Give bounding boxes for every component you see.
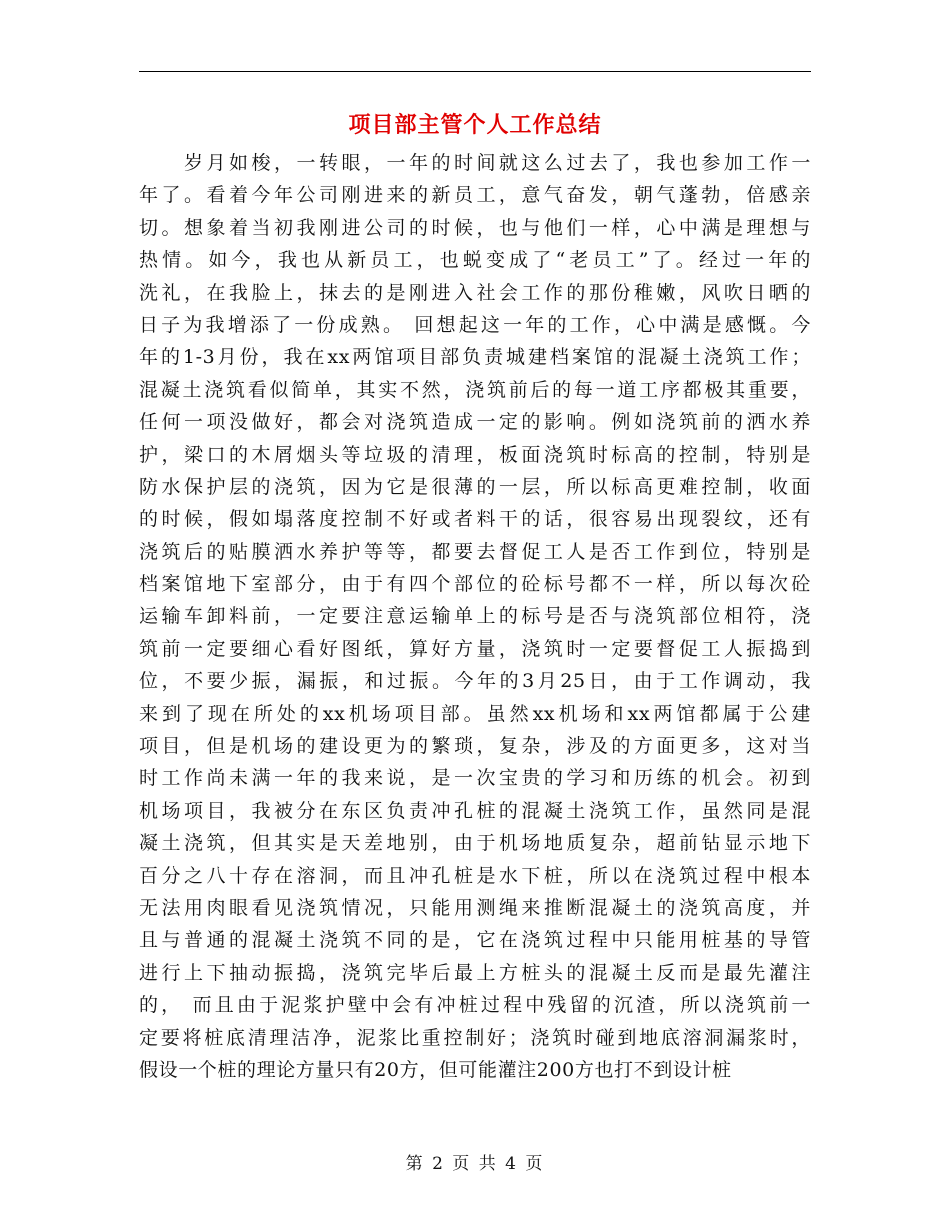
paragraph-line: 年的1-3月份，我在xx两馆项目部负责城建档案馆的混凝土浇筑工作；: [139, 346, 811, 369]
paragraph-line: 进行上下抽动振捣，浇筑完毕后最上方桩头的混凝土反而是最先灌注: [139, 961, 811, 984]
paragraph-line: 浇筑后的贴膜洒水养护等等，都要去督促工人是否工作到位，特别是: [139, 540, 811, 563]
paragraph-line: 的时候，假如塌落度控制不好或者料干的话，很容易出现裂纹，还有: [139, 508, 811, 531]
paragraph-line: 筑前一定要细心看好图纸，算好方量，浇筑时一定要督促工人振捣到: [139, 637, 811, 660]
paragraph-line: 凝土浇筑，但其实是天差地别，由于机场地质复杂，超前钻显示地下: [139, 832, 811, 855]
paragraph-line: 来到了现在所处的xx机场项目部。虽然xx机场和xx两馆都属于公建: [139, 702, 811, 725]
paragraph-line: 护，梁口的木屑烟头等垃圾的清理，板面浇筑时标高的控制，特别是: [139, 443, 811, 466]
paragraph-line: 档案馆地下室部分，由于有四个部位的砼标号都不一样，所以每次砼: [139, 573, 811, 596]
paragraph-line: 时工作尚未满一年的我来说，是一次宝贵的学习和历练的机会。初到: [139, 767, 811, 790]
paragraph-line: 岁月如梭，一转眼，一年的时间就这么过去了，我也参加工作一: [139, 152, 811, 174]
paragraph-line: 假设一个桩的理论方量只有20方，但可能灌注200方也打不到设计桩: [139, 1058, 732, 1081]
document-title: 项目部主管个人工作总结: [348, 113, 602, 138]
paragraph-line: 切。想象着当初我刚进公司的时候，也与他们一样，心中满是理想与: [139, 216, 811, 239]
page-footer: 第 2 页 共 4 页: [405, 1154, 545, 1174]
paragraph-line: 日子为我增添了一份成熟。 回想起这一年的工作，心中满是感慨。今: [139, 313, 811, 336]
paragraph-line: 任何一项没做好，都会对浇筑造成一定的影响。例如浇筑前的洒水养: [139, 411, 811, 434]
paragraph-line: 的， 而且由于泥浆护壁中会有冲桩过程中残留的沉渣，所以浇筑前一: [139, 994, 811, 1017]
paragraph-line: 洗礼，在我脸上，抹去的是刚进入社会工作的那份稚嫩，风吹日晒的: [139, 281, 811, 304]
paragraph-line: 年了。看着今年公司刚进来的新员工，意气奋发，朝气蓬勃，倍感亲: [139, 184, 811, 207]
header-rule: [139, 71, 811, 72]
paragraph-line: 机场项目，我被分在东区负责冲孔桩的混凝土浇筑工作，虽然同是混: [139, 799, 811, 822]
paragraph-line: 热情。如今，我也从新员工，也蜕变成了“老员工”了。经过一年的: [139, 249, 811, 272]
paragraph-line: 位，不要少振，漏振，和过振。今年的3月25日，由于工作调动，我: [139, 670, 811, 693]
paragraph-line: 定要将桩底清理洁净，泥浆比重控制好；浇筑时碰到地底溶洞漏浆时，: [139, 1026, 811, 1049]
paragraph-line: 百分之八十存在溶洞，而且冲孔桩是水下桩，所以在浇筑过程中根本: [139, 864, 811, 887]
paragraph-line: 且与普通的混凝土浇筑不同的是，它在浇筑过程中只能用桩基的导管: [139, 929, 811, 952]
paragraph-line: 无法用肉眼看见浇筑情况，只能用测绳来推断混凝土的浇筑高度，并: [139, 896, 811, 919]
body-text: [139, 147, 811, 1086]
paragraph-line: 防水保护层的浇筑，因为它是很薄的一层，所以标高更难控制，收面: [139, 475, 811, 498]
paragraph-line: 混凝土浇筑看似简单，其实不然，浇筑前后的每一道工序都极其重要，: [139, 378, 811, 401]
paragraph-line: 运输车卸料前，一定要注意运输单上的标号是否与浇筑部位相符，浇: [139, 605, 811, 628]
paragraph-line: 项目，但是机场的建设更为的繁琐，复杂，涉及的方面更多，这对当: [139, 735, 811, 758]
